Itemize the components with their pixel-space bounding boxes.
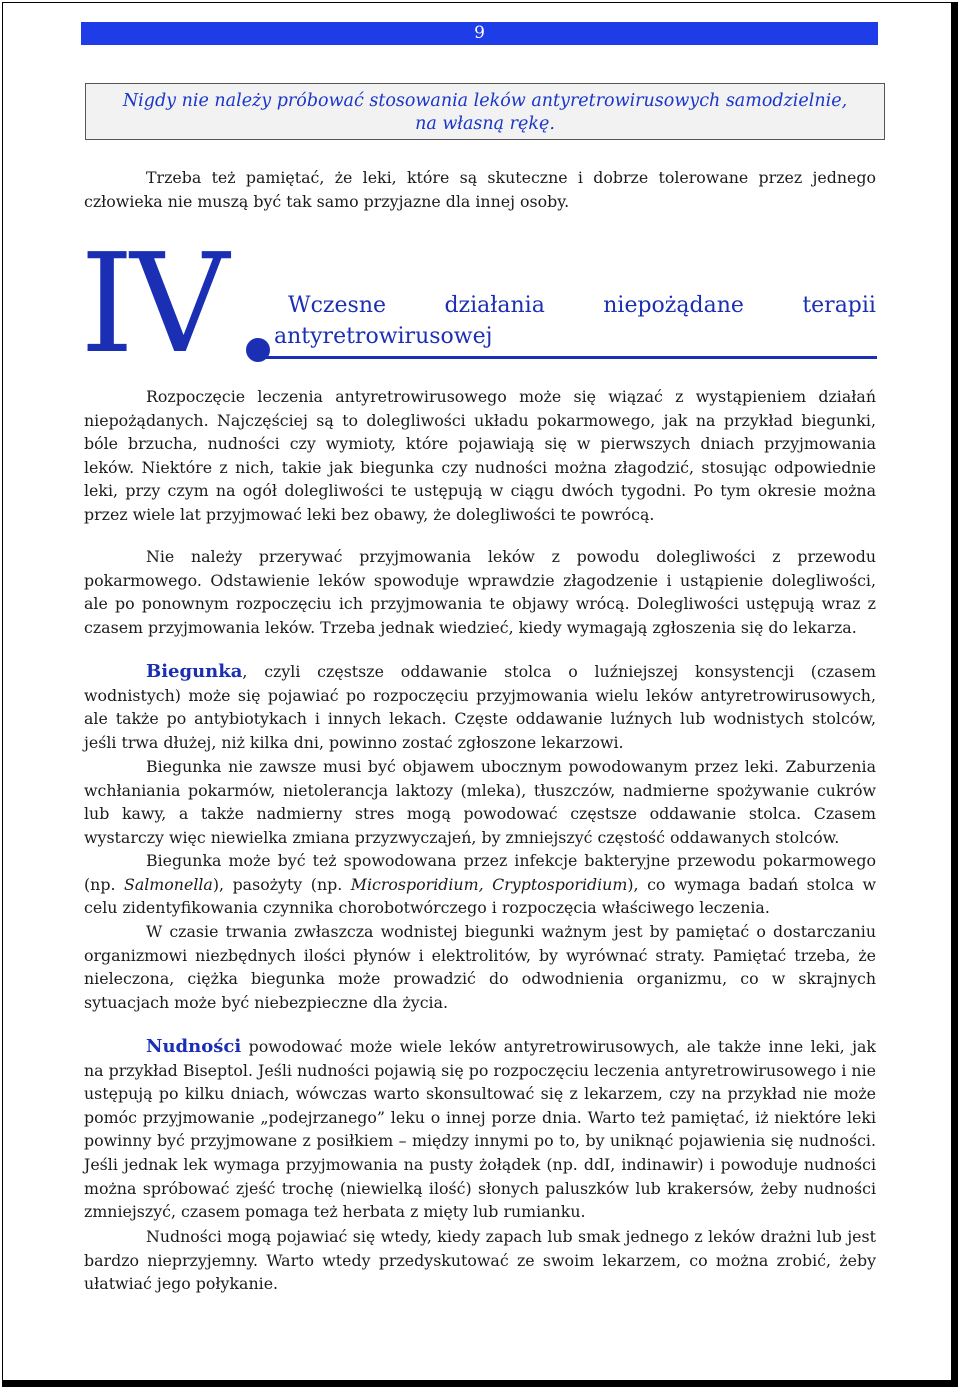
salmonella-italic: Salmonella xyxy=(124,874,213,894)
paragraph-nudnosci-1 xyxy=(84,1035,876,1224)
warning-line-2: na własną rękę. xyxy=(415,114,555,134)
warning-line-1: Nigdy nie należy próbować stosowania leków antyretrowirusowych samodzielnie, xyxy=(122,91,848,111)
term-biegunka: Biegunka xyxy=(146,661,243,682)
section-title-word: działania xyxy=(444,293,545,318)
paragraph-p2: Nie należy przerywać przyjmowania leków z powodu dolegliwości z przewodu pokarmowego. Odstawienie leków spowoduje wprawdzie złagodzenie i ustąpienie dolegliwości, ale po ponownym rozpoczęciu ich przyjmowania te objawy wrócą. Dolegliwości ustępują wraz z czasem przyjmowania leków. Trzeba jednak wiedzieć, kiedy wymagają zgłoszenia się do lekarza. xyxy=(84,547,876,637)
page-number: 9 xyxy=(81,22,878,45)
intro-paragraph: Trzeba też pamiętać, że leki, które są skuteczne i dobrze tolerowane przez jednego człowieka nie muszą być tak samo przyjazne dla innej osoby. xyxy=(84,168,876,211)
nudnosci-p1-text: powodować może wiele leków antyretrowirusowych, ale także inne leki, jak na przykład Biseptol. Jeśli nudności pojawią się po rozpoczęciu leczenia antyretrowirusowego i nie ustępują po kilku dniach, wówczas warto skonsultować się z lekarzem, czy na przykład nie może pomóc przyjmowanie „podejrzanego” leku o innej porze dnia. Warto też pamiętać, iż niektóre leki powinny być przyjmowane z posiłkiem – między innymi po to, by uniknąć pojawienia się nudności. Jeśli jednak lek wymaga przyjmowania na pusty żołądek (np. ddI, indinawir) i powoduje nudności można spróbować zjeść trochę (niewielką ilość) słonych paluszków lub krakersów, żeby nudności zmniejszyć, czasem pomaga też herbata z mięty lub rumianku. xyxy=(84,1037,876,1222)
paragraph-biegunka-1 xyxy=(84,660,876,754)
section-title-line-2: antyretrowirusowej xyxy=(274,324,493,349)
paragraph-biegunka-2: Biegunka nie zawsze musi być objawem ubocznym powodowanym przez leki. Zaburzenia wchłaniania pokarmów, nietolerancja laktozy (mleka), tłuszczów, nadmierne spożywanie cukrów lub kawy, a także nadmierny stres mogą powodować częstsze oddawanie stolca. Czasem wystarczy więc niewielka zmiana przyzwyczajeń, by zmniejszyć częstość oddawanych stolców. xyxy=(84,757,876,847)
warning-box xyxy=(85,83,885,140)
paragraph-biegunka-4: W czasie trwania zwłaszcza wodnistej biegunki ważnym jest by pamiętać o dostarczaniu organizmowi niezbędnych ilości płynów i elektrolitów, by wyrównać straty. Pamiętać trzeba, że nieleczona, ciężka biegunka może prowadzić do odwodnienia organizmu, co w skrajnych sytuacjach może być niebezpieczne dla życia. xyxy=(84,922,876,1012)
section-title xyxy=(274,290,876,352)
section-title-rule xyxy=(266,356,877,359)
paragraph-nudnosci-2: Nudności mogą pojawiać się wtedy, kiedy zapach lub smak jednego z leków drażni lub jest bardzo nieprzyjemny. Warto wtedy przedyskutować ze swoim lekarzem, co można zrobić, żeby ułatwiać jego połykanie. xyxy=(84,1227,876,1294)
section-title-word: Wczesne xyxy=(288,293,387,318)
paragraph-biegunka-3 xyxy=(84,849,876,920)
biegunka-p1-text: , czyli częstsze oddawanie stolca o luźniejszej konsystencji (czasem wodnistych) może się pojawiać po rozpoczęciu przyjmowania wielu leków antyretrowirusowych, ale także po antybiotykach i innych lekach. Częste oddawanie luźnych lub wodnistych stolców, jeśli trwa dłużej, niż kilka dni, powinno zostać zgłoszone lekarzowi. xyxy=(84,662,876,752)
section-title-word: terapii xyxy=(802,293,876,318)
biegunka-p3-text: Biegunka może być też spowodowana przez infekcje bakteryjne przewodu pokarmowego (np. xyxy=(84,851,876,894)
microsporidium-italic: Microsporidium, Cryptosporidium xyxy=(350,874,628,894)
biegunka-p3-text: ), pasożyty (np. xyxy=(212,874,351,894)
paragraph-p1: Rozpoczęcie leczenia antyretrowirusowego może się wiązać z wystąpieniem działań niepożądanych. Najczęściej są to dolegliwości układu pokarmowego, jak na przykład biegunki, bóle brzucha, nudności czy wymioty, które pojawiają się w pierwszych dniach przyjmowania leków. Niektóre z nich, takie jak biegunka czy nudności można złagodzić, stosując odpowiednie leki, przy czym na ogół dolegliwości te ustępują w ciągu dwóch tygodni. Po tym okresie można przez wiele lat przyjmować leki bez obawy, że dolegliwości te powrócą. xyxy=(84,387,876,524)
section-numeral: IV xyxy=(80,225,226,384)
term-nudnosci: Nudności xyxy=(146,1036,242,1057)
section-title-word: niepożądane xyxy=(603,293,744,318)
biegunka-p3-text: ), co wymaga badań stolca w celu zidentyfikowania czynnika chorobotwórczego i rozpoczęcia właściwego leczenia. xyxy=(84,874,877,918)
